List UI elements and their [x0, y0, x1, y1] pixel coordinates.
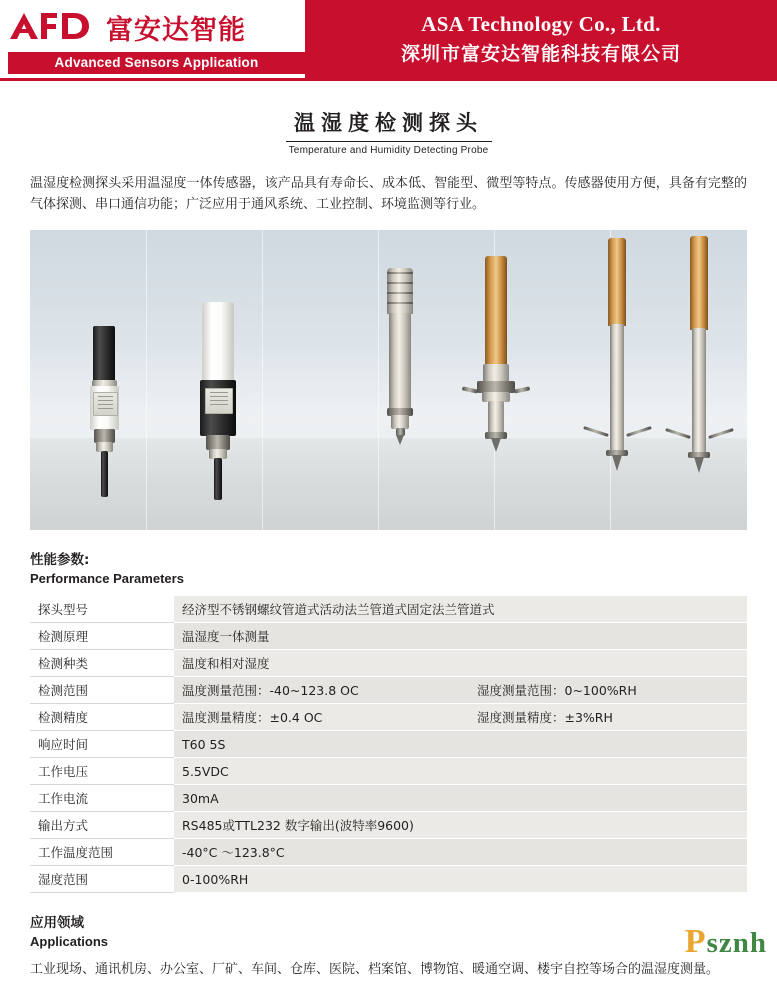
brand-tagline: Advanced Sensors Application [8, 52, 305, 74]
watermark-text: sznh [706, 927, 767, 959]
spec-value-pair [174, 704, 747, 731]
spec-key: 检测精度 [30, 704, 174, 731]
photo-floor [30, 438, 747, 530]
table-row [30, 785, 747, 812]
table-row [30, 812, 747, 839]
header-brand-block [0, 0, 305, 78]
spec-key: 工作温度范围 [30, 839, 174, 866]
title-divider [286, 141, 492, 142]
spec-key: 湿度范围 [30, 866, 174, 893]
applications-heading [30, 911, 747, 949]
spec-value-humidity: 湿度测量精度：±3%RH [477, 710, 613, 726]
performance-heading-en: Performance Parameters [30, 570, 184, 586]
spec-key: 输出方式 [30, 812, 174, 839]
spec-value: 0-100%RH [174, 866, 747, 893]
page-header [0, 0, 777, 81]
spec-value-humidity: 湿度测量范围：0~100%RH [477, 683, 637, 699]
fad-logo-icon [8, 9, 100, 45]
spec-value: 经济型不锈钢螺纹管道式活动法兰管道式固定法兰管道式 [174, 596, 747, 623]
spec-value: 温湿度一体测量 [174, 623, 747, 650]
table-row [30, 866, 747, 893]
spec-value-temp: 温度测量精度：±0.4 OC [182, 710, 323, 726]
watermark-initial: P [684, 923, 707, 960]
table-row [30, 623, 747, 650]
spec-key: 检测原理 [30, 623, 174, 650]
table-row [30, 677, 747, 704]
performance-heading [30, 548, 747, 586]
page-title [0, 107, 777, 156]
spec-value: 温度和相对湿度 [174, 650, 747, 677]
spec-key: 工作电流 [30, 785, 174, 812]
applications-body: 工业现场、通讯机房、办公室、厂矿、车间、仓库、医院、档案馆、博物馆、暖通空调、楼宇自控等场合的温湿度测量。 [30, 962, 720, 978]
company-name-cn: 深圳市富安达智能科技有限公司 [400, 43, 681, 65]
logo-row [8, 4, 305, 50]
header-company-block [305, 0, 777, 78]
table-row [30, 650, 747, 677]
title-cn: 温湿度检测探头 [294, 111, 483, 135]
spec-value: 5.5VDC [174, 758, 747, 785]
performance-heading-cn: 性能参数: [30, 551, 90, 568]
applications-heading-cn: 应用领域 [30, 915, 84, 932]
photo-pane-divider [262, 230, 263, 530]
spec-value: 30mA [174, 785, 747, 812]
spec-key: 检测种类 [30, 650, 174, 677]
spec-value-temp: 温度测量范围：-40~123.8 OC [182, 683, 359, 699]
spec-key: 工作电压 [30, 758, 174, 785]
spec-value-pair [174, 677, 747, 704]
spec-key: 检测范围 [30, 677, 174, 704]
photo-pane-divider [378, 230, 379, 530]
spec-key: 探头型号 [30, 596, 174, 623]
table-row [30, 758, 747, 785]
table-row [30, 704, 747, 731]
spec-value: RS485或TTL232 数字输出(波特率9600) [174, 812, 747, 839]
spec-value: -40°C ～123.8°C [174, 839, 747, 866]
photo-pane-divider [146, 230, 147, 530]
table-row [30, 839, 747, 866]
applications-heading-en: Applications [30, 934, 109, 950]
title-en: Temperature and Humidity Detecting Probe [288, 145, 489, 156]
table-row [30, 731, 747, 758]
performance-table [30, 596, 747, 894]
company-name-en: ASA Technology Co., Ltd. [421, 12, 661, 36]
intro-paragraph: 温湿度检测探头采用温湿度一体传感器，该产品具有寿命长、成本低、智能型、微型等特点。传感器使用方便，具备有完整的气体探测、串口通信功能；广泛应用于通风系统、工业控制、环境监测等行业。 [30, 176, 747, 213]
spec-key: 响应时间 [30, 731, 174, 758]
spec-value: T60 5S [174, 731, 747, 758]
product-photo [30, 230, 747, 530]
brand-name-cn: 富安达智能 [106, 14, 246, 46]
table-row [30, 596, 747, 623]
